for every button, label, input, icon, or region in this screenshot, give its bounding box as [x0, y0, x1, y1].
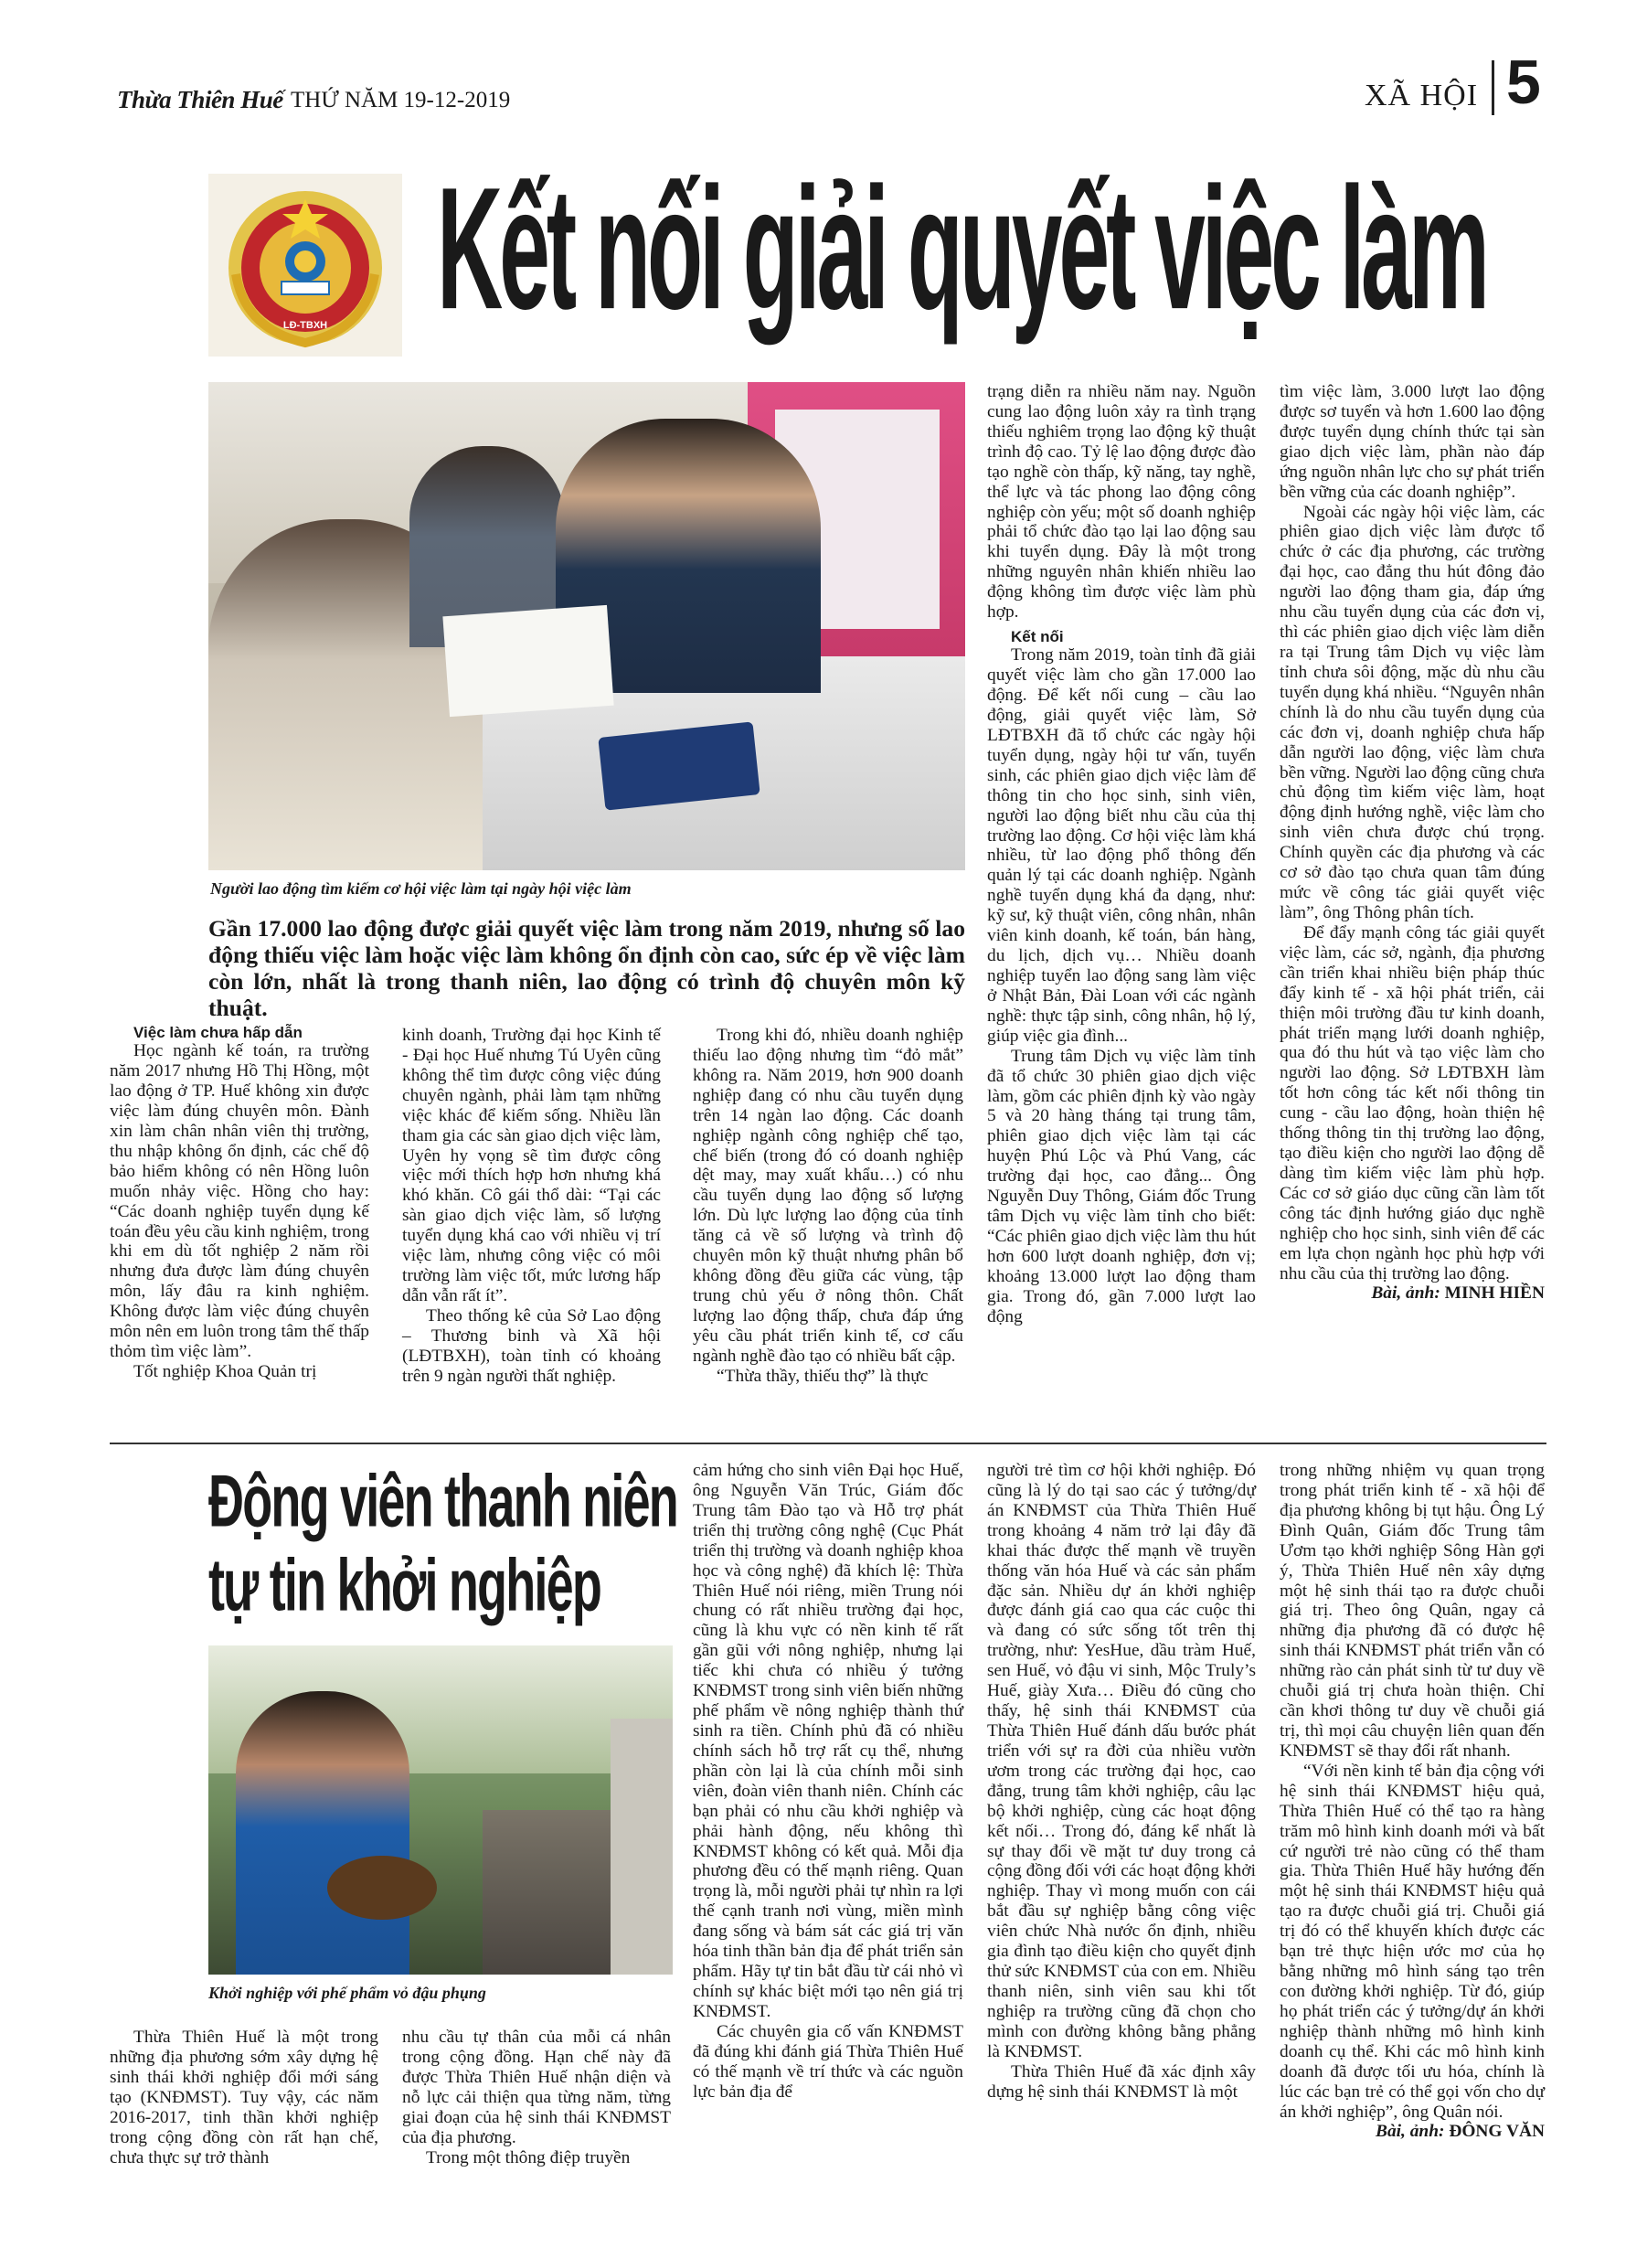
paragraph: nhu cầu tự thân của mỗi cá nhân trong cộng đồng. Hạn chế này đã được Thừa Thiên Huế nhận diện và nỗ lực cải thiện qua từng năm, từng giai đoạn của hệ sinh thái KNĐMST của địa phương. — [402, 2028, 671, 2147]
paragraph: cảm hứng cho sinh viên Đại học Huế, ông Nguyễn Văn Trúc, Giám đốc Trung tâm Đào tạo và Hỗ trợ phát triển thị trường công nghệ (Cục Phát triển thị trường và doanh nghiệp khoa học và công nghệ) đã khích lệ: Thừa Thiên Huế nói riêng, miền Trung nói chung có rất nhiều trường đại học, cũng là khu vực có nền kinh tế rất gần gũi với nông nghiệp, nhưng lại tiếc khi chưa có nhiều ý tưởng KNĐMST trong sinh viên biến những phế phẩm về nông nghiệp thành thứ sinh ra tiền. Chính phủ đã có nhiều chính sách hỗ trợ rất cụ thể, nhưng phần còn lại là của chính mỗi sinh viên, đoàn viên thanh niên. Chính các bạn phải có nhu cầu khởi nghiệp và phải hành động, nếu không thì KNĐMST không có kết quả. Mỗi địa phương đều có thế mạnh riêng. Quan trọng là, mỗi người phải tự nhìn ra lợi thế cạnh tranh nơi vùng, miền mình đang sống và bám sát các giá trị văn hóa tinh thần bản địa để phát triển sản phẩm. Hãy tự tin bắt đầu từ cái nhỏ vì chính sự khác biệt mới tạo nên giá trị KNĐMST. — [693, 1461, 963, 2021]
paragraph: Ngoài các ngày hội việc làm, các phiên giao dịch việc làm được tổ chức ở các địa phương, các trường đại học, cao đẳng thu hút đông đảo người lao động tham gia, đáp ứng nhu cầu tuyển dụng của các đơn vị, thì các phiên giao dịch việc làm diễn ra tại Trung tâm Dịch vụ việc làm tỉnh chưa sôi động, mặc dù nhu cầu tuyển dụng khá nhiều. “Nguyên nhân chính là do nhu cầu tuyển dụng của các đơn vị, doanh nghiệp chưa hấp dẫn người lao động, việc làm chưa bền vững. Người lao động cũng chưa chủ động tìm kiếm việc làm, hoạt động định hướng nghề, việc làm cho sinh viên chưa được chú trọng. Chính quyền các địa phương và các cơ sở đào tạo chưa quan tâm đúng mức về công tác giải quyết việc làm”, ông Thông phân tích. — [1280, 502, 1545, 922]
article1-credit: Bài, ảnh: MINH HIỀN — [1371, 1283, 1545, 1304]
paragraph: trong những nhiệm vụ quan trọng trong phát triển kinh tế - xã hội để địa phương không bị tụt hậu. Ông Lý Đình Quân, Giám đốc Trung tâm Ươm tạo khởi nghiệp Sông Hàn gợi ý, Thừa Thiên Huế nên xây dựng một hệ sinh thái tạo ra được chuỗi giá trị. Theo ông Quân, ngay cả những địa phương đã có được hệ sinh thái KNĐMST phát triển vẫn có những rào cản phát sinh từ tư duy về chuỗi giá trị chưa hoàn thiện. Chỉ cần khơi thông tư duy về chuỗi giá trị, thì mọi câu chuyện liên quan đến KNĐMST sẽ thay đổi rất nhanh. — [1280, 1461, 1545, 1761]
paragraph: Theo thống kê của Sở Lao động – Thương binh và Xã hội (LĐTBXH), toàn tỉnh có khoảng trên 9 ngàn người thất nghiệp. — [402, 1305, 661, 1386]
article1-column-2 — [402, 1026, 661, 1387]
article2-column-2 — [402, 2028, 671, 2167]
section-divider — [1492, 60, 1494, 115]
article1-column-1 — [110, 1024, 369, 1382]
article2-title-line-2: tự tin khởi nghiệp — [208, 1543, 601, 1627]
subheading: Việc làm chưa hấp dẫn — [133, 1024, 303, 1041]
author-name: ĐÔNG VĂN — [1449, 2122, 1545, 2142]
issue-date: THỨ NĂM 19-12-2019 — [291, 88, 511, 112]
paragraph: kinh doanh, Trường đại học Kinh tế - Đại học Huế nhưng Tú Uyên cũng không thể tìm được công việc đúng chuyên ngành, phải làm tạm những việc khác để kiếm sống. Nhiều lần tham gia các sàn giao dịch việc làm, Uyên hy vọng sẽ tìm được công việc mới thích hợp hơn nhưng khá khó khăn. Cô gái thổ dài: “Tại các sàn giao dịch việc làm, số lượng tuyển dụng khá cao với nhiều vị trí việc làm, nhưng công việc có môi trường làm việc tốt, mức lương hấp dẫn vẫn rất ít”. — [402, 1026, 661, 1305]
article2-column-1 — [110, 2028, 378, 2167]
article2-column-3 — [693, 1461, 963, 2103]
paragraph: Trong khi đó, nhiều doanh nghiệp thiếu lao động nhưng tìm “đỏ mắt” không ra. Năm 2019, hơn 900 doanh nghiệp đang có nhu cầu tuyển dụng trên 14 ngàn lao động. Các doanh nghiệp ngành công nghiệp chế tạo, chế biến (trong đó có doanh nghiệp dệt may, may xuất khẩu…) có nhu cầu tuyển dụng lao động số lượng lớn. Dù lực lượng lao động của tỉnh tăng cả về số lượng và trình độ chuyên môn kỹ thuật nhưng phân bổ không đồng đều giữa các vùng, tập trung chủ yếu ở nông thôn. Chất lượng lao động thấp, chưa đáp ứng yêu cầu phát triển kinh tế, cơ cấu ngành nghề đào tạo có nhiều bất cập. — [693, 1026, 963, 1366]
paragraph: tìm việc làm, 3.000 lượt lao động được sơ tuyển và hơn 1.600 lao động được tuyển dụng chính thức tại sàn giao dịch việc làm, phần nào đáp ứng nguồn nhân lực cho sự phát triển bền vững của các doanh nghiệp”. — [1280, 382, 1545, 502]
paragraph: “Với nền kinh tế bản địa cộng với hệ sinh thái KNĐMST hiệu quả, Thừa Thiên Huế có thể tạo ra hàng trăm mô hình kinh doanh mới và bất cứ người trẻ nào cũng có thể tham gia. Thừa Thiên Huế hãy hướng đến một hệ sinh thái KNĐMST hiệu quả tạo ra được chuỗi giá trị. Chuỗi giá trị đó có thể khuyến khích được các bạn trẻ thực hiện ước mơ của họ bằng những mô hình sáng tạo trên con đường khởi nghiệp. Từ đó, giúp họ phát triển các ý tưởng/dự án khởi nghiệp thành những mô hình kinh doanh cụ thể. Khi các mô hình kinh doanh đã được tối ưu hóa, chính là lúc các bạn trẻ có thể gọi vốn cho dự án khởi nghiệp”, ông Quân nói. — [1280, 1761, 1545, 2122]
article2-column-4 — [987, 1461, 1256, 2103]
paragraph: Các chuyên gia cố vấn KNĐMST đã đúng khi đánh giá Thừa Thiên Huế có thế mạnh về trí thức và các nguồn lực bản địa để — [693, 2021, 963, 2102]
paragraph: Học ngành kế toán, ra trường năm 2017 nhưng Hồ Thị Hồng, một lao động ở TP. Huế không xin được việc làm đúng chuyên môn. Đành xin làm chân nhân viên thị trường, thu nhập không ổn định, các chế độ bảo hiểm không có nên Hồng luôn muốn nhảy việc. Hồng cho hay: “Các doanh nghiệp tuyển dụng kế toán đều yêu cầu kinh nghiệm, trong khi em dù tốt nghiệp 2 năm rồi nhưng đưa được làm đúng chuyên môn, lấy đâu ra kinh nghiệm. Không được làm việc đúng chuyên môn nên em luôn trong tâm thế thấp thỏm tìm việc làm”. — [110, 1041, 369, 1362]
article1-column-5 — [1280, 382, 1545, 1304]
subheading: Kết nối — [1011, 628, 1064, 646]
paragraph: Thừa Thiên Huế đã xác định xây dựng hệ sinh thái KNĐMST là một — [987, 2061, 1256, 2102]
article1-column-3 — [693, 1026, 963, 1387]
page-number: 5 — [1506, 48, 1541, 117]
paragraph: Thừa Thiên Huế là một trong những địa phương sớm xây dựng hệ sinh thái khởi nghiệp đổi mới sáng tạo (KNĐMST). Tuy vậy, các năm 2016-2017, tinh thần khởi nghiệp trong cộng đồng còn rất hạn chế, chưa thực sự trở thành — [110, 2028, 378, 2167]
logo-text: LĐ-TBXH — [282, 320, 328, 331]
article1-photo-caption: Người lao động tìm kiếm cơ hội việc làm tại ngày hội việc làm — [210, 879, 632, 898]
paragraph: “Thừa thầy, thiếu thợ” là thực — [717, 1366, 929, 1386]
paragraph: Để đẩy mạnh công tác giải quyết việc làm, các sở, ngành, địa phương cần triển khai nhiều biện pháp thúc đẩy kinh tế - xã hội phát triển, cải thiện môi trường đầu tư kinh doanh, phát triển mạng lưới doanh nghiệp, qua đó thu hút và tạo việc làm cho người lao động. Sở LĐTBXH làm tốt hơn công tác kết nối thông tin cung - cầu lao động, hoàn thiện hệ thống thông tin thị trường lao động, tạo điều kiện cho người lao động dễ dàng tìm kiếm việc làm phù hợp. Các cơ sở giáo dục cũng cần làm tốt công tác định hướng giáo dục nghề nghiệp cho học sinh, sinh viên để các em lựa chọn ngành học phù hợp với nhu cầu của thị trường lao động. — [1280, 922, 1545, 1283]
article2-title-line-1: Động viên thanh niên — [208, 1459, 677, 1543]
article1-title: Kết nối giải quyết việc làm — [437, 152, 1486, 346]
article2-credit: Bài, ảnh: ĐÔNG VĂN — [1376, 2122, 1545, 2142]
section-name: XÃ HỘI — [1365, 79, 1479, 112]
article2-photo-caption: Khởi nghiệp với phế phẩm vỏ đậu phụng — [208, 1984, 486, 2002]
paragraph: trạng diễn ra nhiều năm nay. Nguồn cung lao động luôn xảy ra tình trạng thiếu nghiêm trọng lao động kỹ thuật trình độ cao. Tỷ lệ lao động được đào tạo nghề còn thấp, kỹ năng, tay nghề, thể lực và tác phong lao động công nghiệp còn yếu; một số doanh nghiệp phải tổ chức đào tạo lại lao động sau khi tuyển dụng. Đây là một trong những nguyên nhân khiến nhiều lao động không tìm được việc làm phù hợp. — [987, 382, 1256, 623]
paragraph: Trong một thông điệp truyền — [426, 2147, 631, 2167]
paragraph: Trung tâm Dịch vụ việc làm tỉnh đã tổ chức 30 phiên giao dịch việc làm, gồm các phiên định kỳ vào ngày 5 và 20 hàng tháng tại trung tâm, phiên giao dịch việc làm tại các huyện Phú Lộc và Phú Vang, các trường đại học, cao đẳng... Ông Nguyễn Duy Thông, Giám đốc Trung tâm Dịch vụ việc làm tỉnh cho biết: “Các phiên giao dịch việc làm thu hút hơn 600 lượt doanh nghiệp, đơn vị; khoảng 13.000 lượt lao động tham gia. Trong đó, gần 7.000 lượt lao động — [987, 1046, 1256, 1326]
paragraph: người trẻ tìm cơ hội khởi nghiệp. Đó cũng là lý do tại sao các ý tưởng/dự án KNĐMST của Thừa Thiên Huế trong khoảng 4 năm trở lại đây đã khai thác được thế mạnh về truyền thống văn hóa Huế và các sản phẩm đặc sản. Nhiều dự án khởi nghiệp được đánh giá cao qua các cuộc thi và đang có sức sống tốt trên thị trường, như: YesHue, dầu tràm Huế, sen Huế, vỏ đậu vi sinh, Mộc Truly’s Huế, giày Xưa… Điều đó cũng cho thấy, hệ sinh thái KNĐMST của Thừa Thiên Huế đánh dấu bước phát triển với sự ra đời của nhiều vườn ươm trong các trường đại học, cao đẳng, trung tâm khởi nghiệp, câu lạc bộ khởi nghiệp, cùng các hoạt động kết nối… Trong đó, đáng kể nhất là sự thay đổi về mặt tư duy trong cả cộng đồng đối với các hoạt động khởi nghiệp. Thay vì mong muốn con cái bắt đầu sự nghiệp bằng công việc viên chức Nhà nước ổn định, nhiều gia đình tạo điều kiện cho quyết định thử sức KNĐMST của con em. Nhiều thanh niên, sinh viên sau khi tốt nghiệp ra trường cũng đã chọn cho mình con đường không bằng phẳng là KNĐMST. — [987, 1461, 1256, 2061]
article2-column-5 — [1280, 1461, 1545, 2142]
paragraph: Trong năm 2019, toàn tỉnh đã giải quyết việc làm cho gần 17.000 lao động. Để kết nối cung – cầu lao động, giải quyết việc làm, Sở LĐTBXH đã tổ chức các ngày hội tuyển dụng, ngày hội tư vấn, tuyển sinh, các phiên giao dịch việc làm để thông tin cho học sinh, sinh viên, người lao động biết nhu cầu của thị trường lao động. Cơ hội việc làm khá nhiều, từ lao động phổ thông đến quản lý tại các doanh nghiệp. Ngành nghề tuyển dụng khá đa dạng, như: kỹ sư, kỹ thuật viên, công nhân, nhân viên kinh doanh, kế toán, bán hàng, du lịch, dịch vụ… Nhiều doanh nghiệp tuyển lao động sang làm việc ở Nhật Bản, Đài Loan với các ngành nghề: thực tập sinh, công nhân, hộ lý, giúp việc gia đình... — [987, 645, 1256, 1046]
paragraph: Tốt nghiệp Khoa Quản trị — [133, 1361, 317, 1381]
author-name: MINH HIỀN — [1444, 1283, 1545, 1304]
article1-photo — [208, 382, 965, 870]
article1-lead: Gần 17.000 lao động được giải quyết việc làm trong năm 2019, nhưng số lao động thiếu việc làm hoặc việc làm không ổn định còn cao, sức ép về việc làm còn lớn, nhất là trong thanh niên, lao động có trình độ chuyên môn kỹ thuật. — [208, 915, 965, 1021]
article-separator — [110, 1443, 1546, 1444]
paper-name: Thừa Thiên Huế — [117, 86, 283, 113]
article2-photo — [208, 1645, 673, 1975]
ministry-logo — [208, 174, 402, 357]
article1-column-4 — [987, 382, 1256, 1327]
page-header — [0, 0, 1647, 119]
